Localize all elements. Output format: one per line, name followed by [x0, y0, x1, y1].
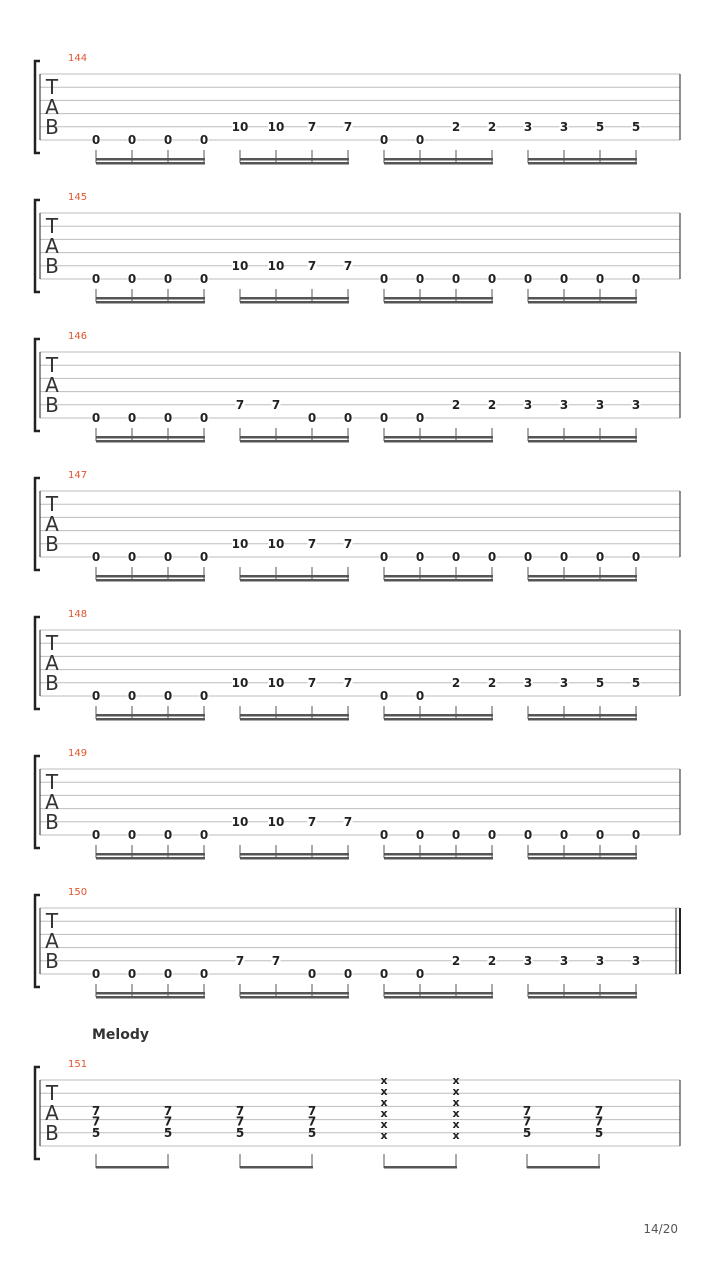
fret-number: 7: [522, 1104, 532, 1119]
fret-number: 0: [595, 550, 605, 564]
dead-note-x: x: [452, 1074, 460, 1087]
fret-number: 7: [343, 119, 353, 134]
fret-number: 7: [594, 1104, 604, 1119]
section-label-melody: Melody: [92, 1027, 149, 1043]
beam-secondary: [96, 579, 205, 582]
beam-secondary: [528, 301, 637, 304]
system-148-bracket: [35, 617, 40, 709]
beam-secondary: [528, 579, 637, 582]
beam-primary: [240, 992, 349, 995]
fret-number: 0: [595, 272, 605, 286]
fret-number: 10: [267, 536, 285, 551]
system-151-bracket: [35, 1067, 40, 1159]
fret-number: 10: [231, 536, 249, 551]
fret-number: 0: [163, 689, 173, 703]
fret-number: 2: [487, 675, 497, 690]
beam-primary: [528, 575, 637, 578]
fret-number: 0: [379, 411, 389, 425]
beam-primary: [528, 297, 637, 300]
beam-primary: [240, 1166, 313, 1169]
tab-clef-letter-b: B: [45, 671, 59, 695]
system-151-measure-number: 151: [68, 1059, 88, 1070]
beam-secondary: [384, 718, 493, 721]
tab-clef-letter-b: B: [45, 254, 59, 278]
dead-note-x: x: [452, 1096, 460, 1109]
fret-number: 0: [163, 272, 173, 286]
fret-number: 5: [594, 1125, 604, 1140]
fret-number: 0: [559, 828, 569, 842]
beam-secondary: [96, 718, 205, 721]
dead-note-x: x: [452, 1129, 460, 1142]
beam-primary: [240, 853, 349, 856]
fret-number: 0: [163, 967, 173, 981]
fret-number: 3: [523, 675, 533, 690]
fret-number: 7: [307, 1104, 317, 1119]
beam-primary: [96, 853, 205, 856]
tab-clef-letter-a: A: [45, 929, 59, 953]
fret-number: 10: [231, 119, 249, 134]
fret-number: 0: [487, 272, 497, 286]
tab-clef-letter-a: A: [45, 373, 59, 397]
tab-clef-letter-t: T: [45, 770, 59, 794]
fret-number: 3: [631, 953, 641, 968]
fret-number: 2: [487, 953, 497, 968]
system-147-measure-number: 147: [68, 470, 88, 481]
fret-number: 0: [91, 550, 101, 564]
fret-number: 2: [451, 953, 461, 968]
system-146-measure-number: 146: [68, 331, 88, 342]
fret-number: 3: [523, 119, 533, 134]
fret-number: 3: [559, 397, 569, 412]
fret-number: 0: [127, 828, 137, 842]
fret-number: 0: [127, 133, 137, 147]
fret-number: 0: [199, 411, 209, 425]
fret-number: 10: [231, 675, 249, 690]
fret-number: 0: [199, 689, 209, 703]
tab-clef-letter-t: T: [45, 1081, 59, 1105]
beam-primary: [384, 297, 493, 300]
fret-number: 7: [91, 1104, 101, 1119]
fret-number: 7: [235, 953, 245, 968]
beam-primary: [384, 853, 493, 856]
beam-primary: [96, 992, 205, 995]
fret-number: 5: [595, 675, 605, 690]
fret-number: 10: [231, 258, 249, 273]
beam-secondary: [240, 301, 349, 304]
fret-number: 3: [523, 953, 533, 968]
beam-secondary: [384, 162, 493, 165]
fret-number: 7: [307, 675, 317, 690]
page-number: 14/20: [643, 1222, 678, 1236]
fret-number: 7: [235, 1104, 245, 1119]
beam-primary: [384, 158, 493, 161]
fret-number: 0: [127, 550, 137, 564]
beam-secondary: [384, 857, 493, 860]
system-146-bracket: [35, 339, 40, 431]
fret-number: 5: [307, 1125, 317, 1140]
system-150-measure-number: 150: [68, 887, 88, 898]
fret-number: 3: [559, 675, 569, 690]
tab-clef-letter-b: B: [45, 115, 59, 139]
tab-clef-letter-t: T: [45, 214, 59, 238]
beam-primary: [384, 714, 493, 717]
dead-note-x: x: [452, 1085, 460, 1098]
fret-number: 0: [379, 133, 389, 147]
beam-primary: [527, 1166, 600, 1169]
beam-primary: [528, 436, 637, 439]
fret-number: 7: [343, 675, 353, 690]
fret-number: 0: [631, 550, 641, 564]
fret-number: 5: [595, 119, 605, 134]
beam-secondary: [240, 996, 349, 999]
tab-clef-letter-b: B: [45, 532, 59, 556]
beam-primary: [528, 158, 637, 161]
fret-number: 0: [91, 689, 101, 703]
fret-number: 7: [522, 1114, 532, 1129]
fret-number: 0: [415, 272, 425, 286]
tab-clef-letter-a: A: [45, 1101, 59, 1125]
beam-secondary: [384, 440, 493, 443]
beam-primary: [384, 436, 493, 439]
tab-clef-letter-b: B: [45, 393, 59, 417]
beam-primary: [96, 297, 205, 300]
fret-number: 0: [91, 272, 101, 286]
fret-number: 0: [307, 967, 317, 981]
fret-number: 0: [199, 967, 209, 981]
dead-note-x: x: [380, 1107, 388, 1120]
tab-clef-letter-a: A: [45, 512, 59, 536]
fret-number: 0: [451, 272, 461, 286]
fret-number: 0: [451, 550, 461, 564]
fret-number: 7: [163, 1114, 173, 1129]
fret-number: 3: [631, 397, 641, 412]
fret-number: 2: [487, 397, 497, 412]
beam-primary: [240, 575, 349, 578]
beam-primary: [240, 158, 349, 161]
beam-primary: [384, 992, 493, 995]
dead-note-x: x: [452, 1107, 460, 1120]
fret-number: 0: [127, 411, 137, 425]
tab-clef-letter-b: B: [45, 1121, 59, 1145]
fret-number: 0: [163, 550, 173, 564]
beam-primary: [528, 714, 637, 717]
beam-primary: [96, 1166, 169, 1169]
fret-number: 0: [379, 828, 389, 842]
fret-number: 0: [523, 550, 533, 564]
fret-number: 0: [415, 550, 425, 564]
fret-number: 7: [91, 1114, 101, 1129]
fret-number: 0: [91, 133, 101, 147]
beam-secondary: [96, 996, 205, 999]
fret-number: 7: [235, 397, 245, 412]
tab-clef-letter-a: A: [45, 651, 59, 675]
system-149-measure-number: 149: [68, 748, 88, 759]
beam-primary: [240, 436, 349, 439]
beam-primary: [96, 575, 205, 578]
fret-number: 5: [631, 119, 641, 134]
fret-number: 0: [523, 272, 533, 286]
fret-number: 0: [451, 828, 461, 842]
fret-number: 0: [343, 411, 353, 425]
system-150-bracket: [35, 895, 40, 987]
fret-number: 0: [523, 828, 533, 842]
tab-clef-letter-a: A: [45, 790, 59, 814]
fret-number: 5: [163, 1125, 173, 1140]
fret-number: 0: [559, 550, 569, 564]
fret-number: 0: [163, 133, 173, 147]
dead-note-x: x: [380, 1074, 388, 1087]
fret-number: 0: [379, 967, 389, 981]
tab-clef-letter-t: T: [45, 492, 59, 516]
beam-secondary: [96, 301, 205, 304]
fret-number: 0: [379, 689, 389, 703]
tab-clef-letter-b: B: [45, 810, 59, 834]
tab-clef-letter-t: T: [45, 909, 59, 933]
beam-primary: [528, 992, 637, 995]
fret-number: 3: [595, 397, 605, 412]
fret-number: 7: [307, 814, 317, 829]
fret-number: 0: [487, 550, 497, 564]
beam-primary: [384, 1166, 457, 1169]
fret-number: 10: [267, 675, 285, 690]
fret-number: 0: [343, 967, 353, 981]
tab-clef-letter-t: T: [45, 631, 59, 655]
beam-primary: [96, 436, 205, 439]
tab-clef-letter-a: A: [45, 234, 59, 258]
fret-number: 0: [379, 272, 389, 286]
fret-number: 0: [199, 272, 209, 286]
fret-number: 0: [415, 411, 425, 425]
fret-number: 7: [343, 536, 353, 551]
beam-secondary: [528, 718, 637, 721]
fret-number: 7: [163, 1104, 173, 1119]
fret-number: 7: [307, 119, 317, 134]
beam-secondary: [240, 857, 349, 860]
beam-secondary: [96, 440, 205, 443]
dead-note-x: x: [452, 1118, 460, 1131]
dead-note-x: x: [380, 1096, 388, 1109]
fret-number: 5: [235, 1125, 245, 1140]
beam-secondary: [96, 162, 205, 165]
fret-number: 7: [343, 258, 353, 273]
fret-number: 10: [267, 814, 285, 829]
fret-number: 5: [522, 1125, 532, 1140]
fret-number: 0: [415, 133, 425, 147]
beam-secondary: [240, 718, 349, 721]
fret-number: 7: [307, 536, 317, 551]
fret-number: 7: [343, 814, 353, 829]
fret-number: 0: [595, 828, 605, 842]
fret-number: 2: [451, 397, 461, 412]
tab-clef-letter-a: A: [45, 95, 59, 119]
fret-number: 0: [91, 967, 101, 981]
fret-number: 0: [415, 828, 425, 842]
fret-number: 5: [631, 675, 641, 690]
fret-number: 7: [307, 258, 317, 273]
fret-number: 7: [235, 1114, 245, 1129]
beam-secondary: [96, 857, 205, 860]
beam-secondary: [528, 996, 637, 999]
dead-note-x: x: [380, 1118, 388, 1131]
fret-number: 0: [91, 828, 101, 842]
fret-number: 0: [199, 828, 209, 842]
beam-secondary: [240, 440, 349, 443]
fret-number: 5: [91, 1125, 101, 1140]
fret-number: 0: [631, 272, 641, 286]
fret-number: 0: [127, 272, 137, 286]
system-145-bracket: [35, 200, 40, 292]
fret-number: 7: [307, 1114, 317, 1129]
fret-number: 7: [271, 397, 281, 412]
fret-number: 0: [307, 411, 317, 425]
fret-number: 0: [163, 411, 173, 425]
fret-number: 0: [415, 967, 425, 981]
fret-number: 0: [127, 967, 137, 981]
system-144-bracket: [35, 61, 40, 153]
beam-secondary: [384, 579, 493, 582]
fret-number: 0: [199, 133, 209, 147]
fret-number: 0: [127, 689, 137, 703]
fret-number: 0: [163, 828, 173, 842]
tab-clef-letter-t: T: [45, 75, 59, 99]
fret-number: 3: [559, 953, 569, 968]
beam-secondary: [528, 440, 637, 443]
system-149-bracket: [35, 756, 40, 848]
fret-number: 2: [487, 119, 497, 134]
fret-number: 7: [594, 1114, 604, 1129]
beam-secondary: [384, 996, 493, 999]
beam-primary: [384, 575, 493, 578]
system-147-bracket: [35, 478, 40, 570]
system-144-measure-number: 144: [68, 53, 88, 64]
fret-number: 0: [91, 411, 101, 425]
dead-note-x: x: [380, 1129, 388, 1142]
dead-note-x: x: [380, 1085, 388, 1098]
beam-primary: [528, 853, 637, 856]
beam-secondary: [240, 579, 349, 582]
system-145-measure-number: 145: [68, 192, 88, 203]
beam-primary: [96, 714, 205, 717]
system-148-measure-number: 148: [68, 609, 88, 620]
fret-number: 3: [595, 953, 605, 968]
beam-primary: [240, 297, 349, 300]
fret-number: 3: [523, 397, 533, 412]
fret-number: 2: [451, 119, 461, 134]
beam-secondary: [240, 162, 349, 165]
beam-secondary: [528, 857, 637, 860]
fret-number: 0: [559, 272, 569, 286]
fret-number: 10: [267, 258, 285, 273]
tab-clef-letter-t: T: [45, 353, 59, 377]
tab-clef-letter-b: B: [45, 949, 59, 973]
fret-number: 0: [199, 550, 209, 564]
fret-number: 10: [267, 119, 285, 134]
fret-number: 3: [559, 119, 569, 134]
fret-number: 0: [487, 828, 497, 842]
fret-number: 0: [379, 550, 389, 564]
fret-number: 2: [451, 675, 461, 690]
beam-secondary: [528, 162, 637, 165]
beam-secondary: [384, 301, 493, 304]
fret-number: 0: [415, 689, 425, 703]
fret-number: 10: [231, 814, 249, 829]
beam-primary: [240, 714, 349, 717]
beam-primary: [96, 158, 205, 161]
fret-number: 7: [271, 953, 281, 968]
fret-number: 0: [631, 828, 641, 842]
